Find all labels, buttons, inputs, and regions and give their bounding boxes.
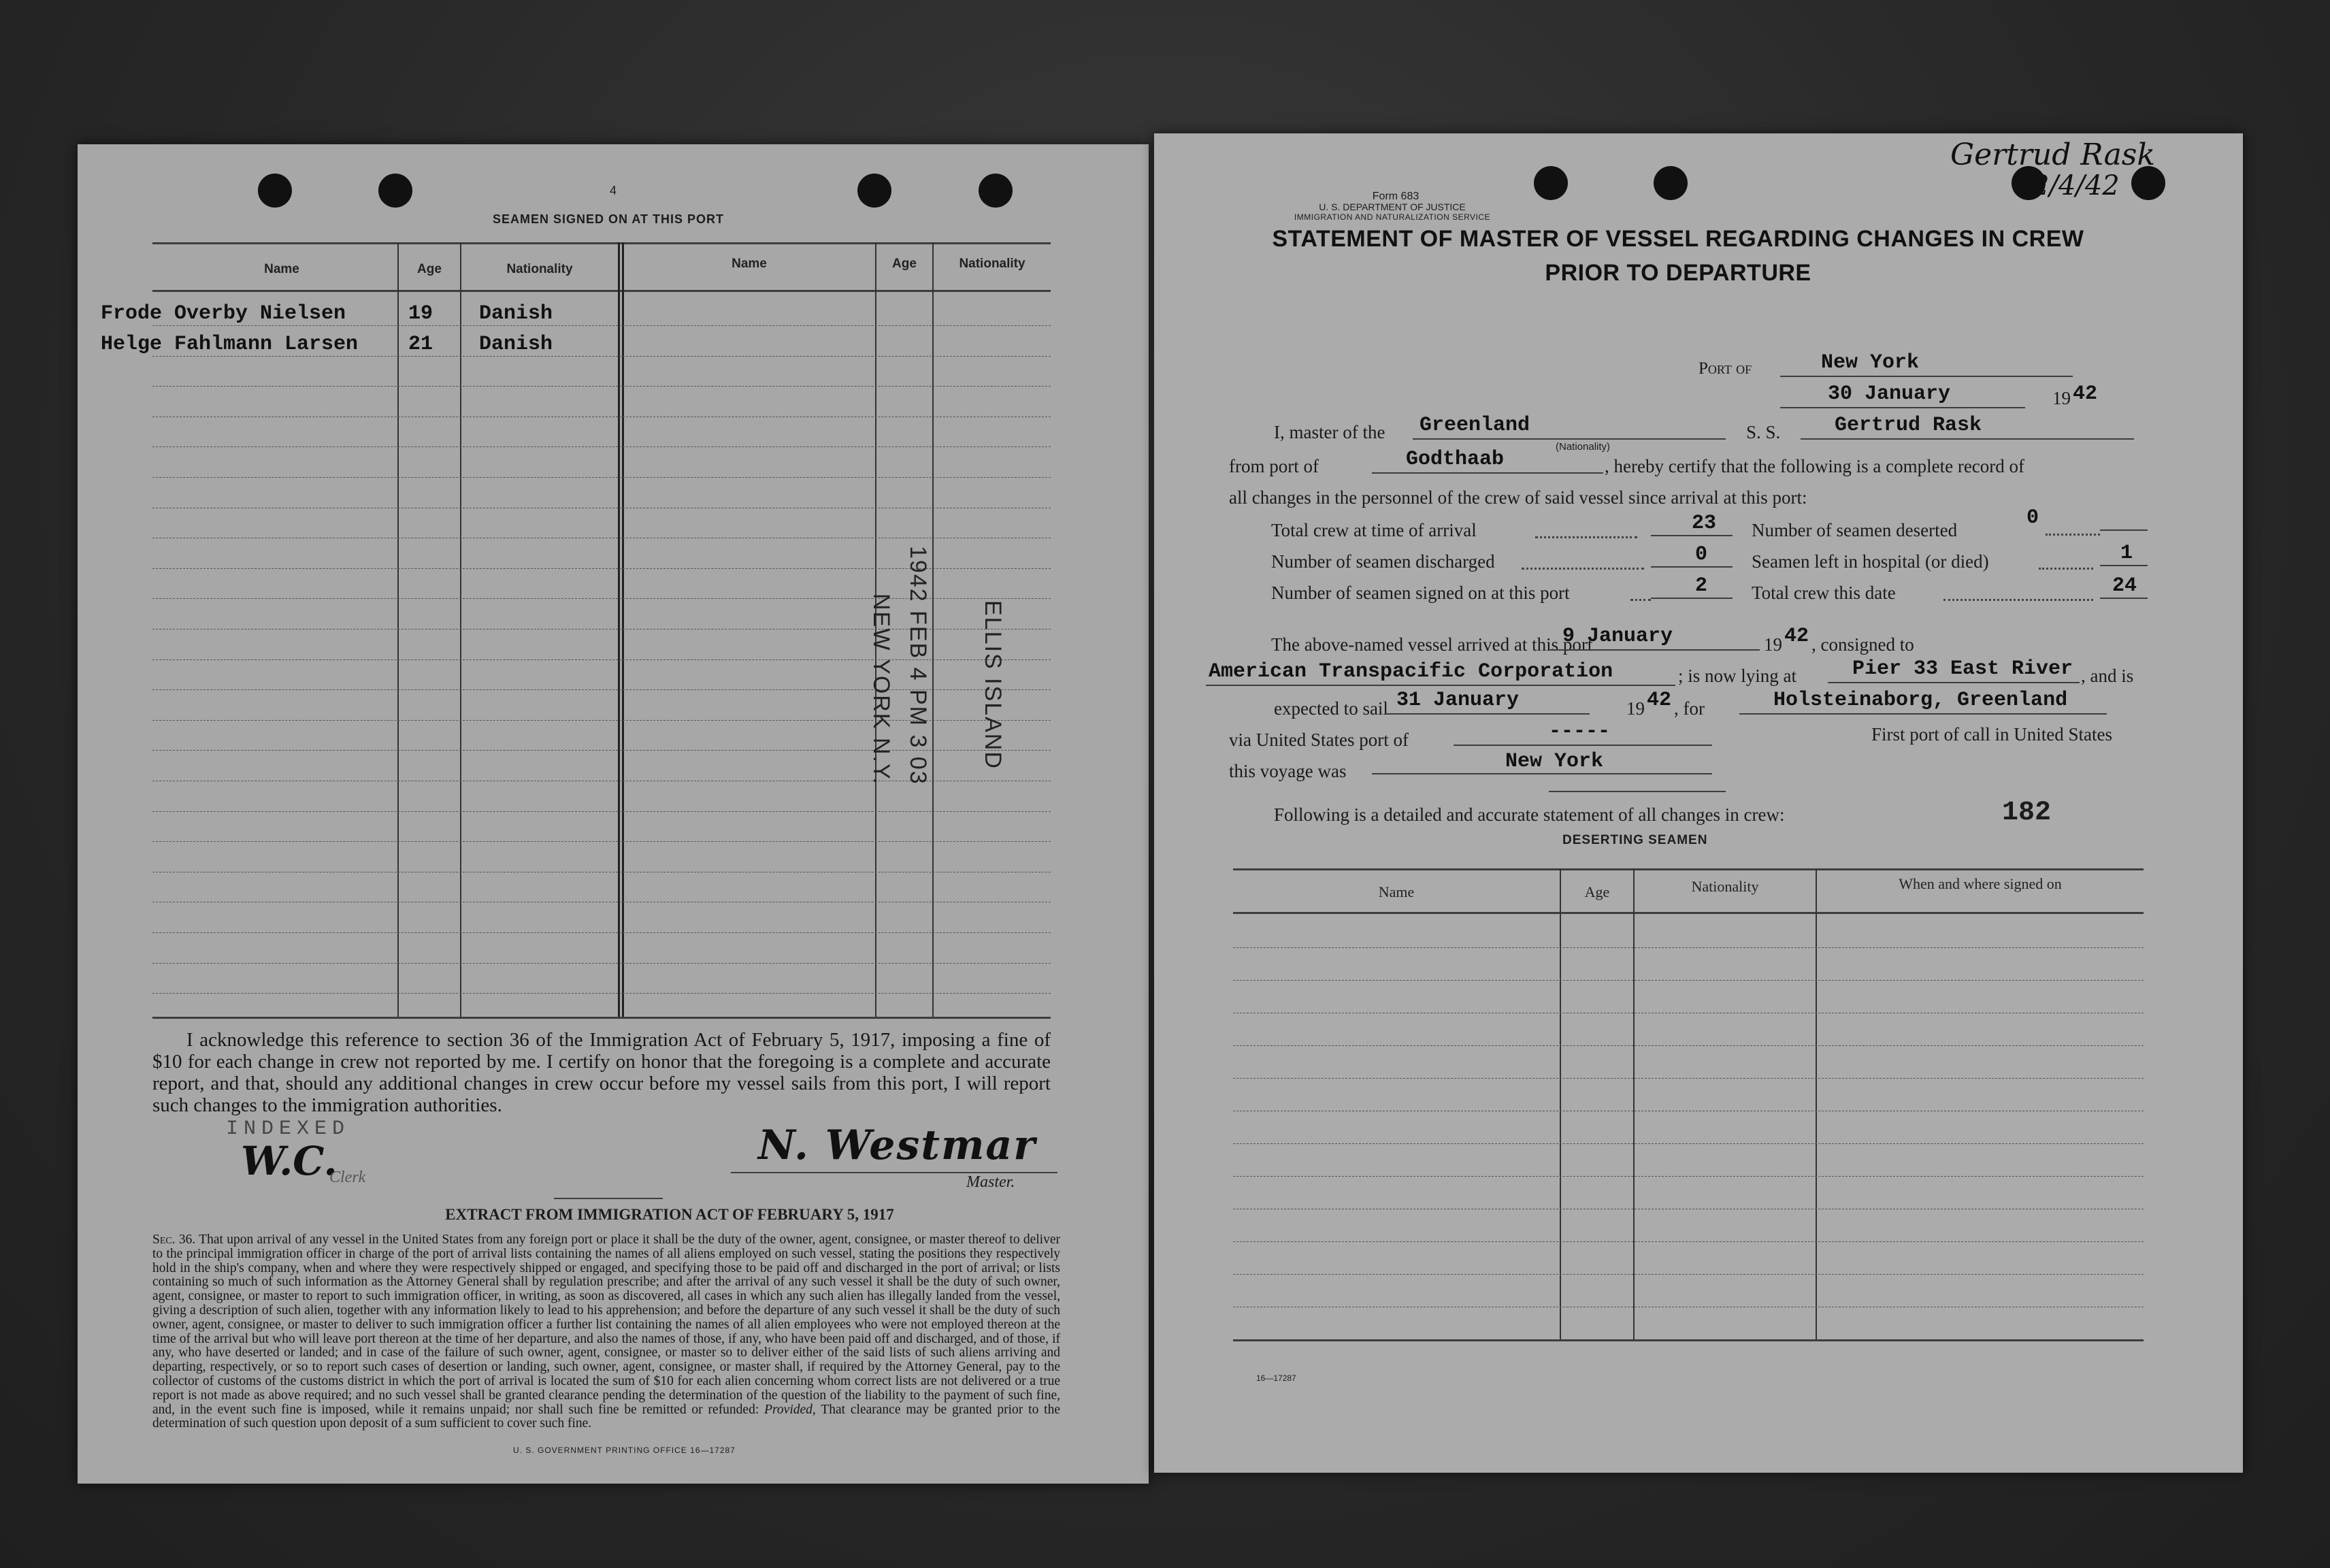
certify-text: , hereby certify that the following is a complete record of [1605,456,2025,476]
row-rule [152,963,1051,964]
row-rule [1233,947,2144,948]
deserting-header-rule [1233,912,2144,914]
nationality-caption: (Nationality) [1556,441,1611,453]
col-name-left: Name [264,262,299,276]
stat-right-value: 24 [2112,574,2137,598]
all-changes-text: all changes in the personnel of the crew of said vessel since arrival at this port: [1229,487,1807,508]
col-age-left: Age [417,262,442,276]
column-divider [622,242,624,1017]
stat-right-label: Number of seamen deserted [1752,520,1958,540]
punch-hole [258,174,292,208]
crew-age: 19 [408,302,433,325]
row-rule [152,477,1051,478]
case-number: 182 [2002,798,2052,828]
footer-code: 16—17287 [1256,1373,1296,1383]
column-divider [618,242,620,1017]
deserting-col-age: Age [1584,883,1610,900]
lying-value: Pier 33 East River [1852,657,2073,681]
port-label: Port of [1699,359,1752,378]
arrived-label: The above-named vessel arrived at this port [1271,634,1593,655]
stat-rule [2100,529,2148,531]
row-rule [152,386,1051,387]
first-port-rule [1372,773,1712,774]
stat-right-value: 0 [2027,506,2039,529]
date-rule [1780,407,2025,408]
corner-note-date: 2/4/42 [2032,170,2120,201]
clerk-label: Clerk [329,1169,366,1186]
stat-rule [2100,598,2148,599]
master-of-the-label: I, master of the [1274,422,1385,442]
via-label: via United States port of [1229,730,1409,750]
from-port-label: from port of [1229,456,1319,476]
expected-label: expected to sail [1274,698,1388,719]
extract-body [152,1233,1060,1431]
short-rule [1549,791,1726,792]
stat-right-label: Total crew this date [1752,583,1896,603]
this-voyage-label: this voyage was [1229,761,1347,781]
dot-leader [2039,568,2093,570]
row-rule [1233,1078,2144,1079]
col-nationality-right: Nationality [959,257,1025,271]
left-page [78,144,1149,1484]
consigned-label: , consigned to [1811,634,1914,655]
right-page [1154,133,2243,1473]
row-rule [152,356,1051,357]
bleed-through [1848,297,2229,315]
crew-name: Helge Fahlmann Larsen [101,333,359,356]
deserting-top-rule [1233,868,2144,870]
via-rule [1454,745,1712,746]
row-rule [1233,980,2144,981]
column-divider [397,242,399,1017]
row-rule [1233,1176,2144,1177]
deserting-divider [1816,868,1817,1339]
and-is-label: , and is [2081,666,2134,686]
from-port-value: Godthaab [1406,448,1505,471]
acknowledgement-text: I acknowledge this reference to section 36 of the Immigration Act of February 5, 1917, imposing a fine of $10 for each change in crew not reported by me. I certify on honor that the foregoing is a complete and accurate report, and that, should any additional changes in crew occur before my vessel sails from this port, I will report such changes to the immigration authorities. [152,1029,1051,1116]
col-age-right: Age [892,257,917,271]
stat-rule [1651,566,1733,568]
extract-tail: That clearance may be granted prior to the determination of such question upon deposit of a sum sufficient to cover such fine. [152,1402,1061,1431]
column-divider [932,242,934,1017]
row-rule [152,841,1051,842]
extract-provided: Provided, [764,1402,816,1417]
from-port-rule [1372,472,1603,474]
service: IMMIGRATION AND NATURALIZATION SERVICE [1294,212,1491,222]
arrived-rule [1549,649,1760,651]
date-value: 30 January [1828,382,1951,406]
arrived-value: 9 January [1562,625,1673,648]
column-divider [460,242,461,1017]
first-port-value: New York [1505,750,1604,773]
punch-hole [1534,166,1568,200]
row-rule [1233,1143,2144,1144]
master-label: Master. [966,1173,1015,1191]
destination-value: Holsteinaborg, Greenland [1773,689,2068,712]
department: U. S. DEPARTMENT OF JUSTICE [1319,201,1466,212]
expected-value: 31 January [1396,689,1520,712]
stat-right-value: 1 [2120,542,2133,565]
expected-rule [1385,713,1590,715]
punch-hole [1654,166,1688,200]
dot-leader [1535,536,1637,538]
dot-leader [2046,534,2100,536]
clerk-initials: W.C. [241,1138,338,1184]
destination-rule [1739,713,2107,715]
stat-label: Total crew at time of arrival [1271,520,1477,540]
dot-leader [1522,568,1644,570]
stat-right-label: Seamen left in hospital (or died) [1752,551,1989,572]
row-rule [152,416,1051,417]
vessel-value: Gertrud Rask [1835,414,1982,437]
year-prefix: 19 [2052,388,2071,408]
table-title: SEAMEN SIGNED ON AT THIS PORT [492,212,725,226]
crew-nationality: Danish [479,333,553,356]
extract-text: That upon arrival of any vessel in the United States from any foreign port or place it shall be the duty of the owner, agent, consignee, or master thereof to deliver to the principal immigration officer in charge of the port of arrival lists containing the names of all aliens employed on such vessel, stating the positions they respectively hold in the ship's company, when and where they were respectively shipped or engaged, and specifying those to be paid off and discharged in the port of arrival; or lists containing so much of such information as the Attorney General shall by regulation prescribe; and after the arrival of any such vessel it shall be the duty of such owner, agent, consignee, or master to report to such immigration officer, in writing, as soon as discovered, all cases in which any such alien has illegally landed from the vessel, giving a description of such alien, together with any information likely to lead to his apprehension; and before the departure of any such vessel it shall be the duty of such owner, agent, consignee, or master to deliver to such immigration officer a further list containing the names of all alien employees who were not employed thereon at the time of the arrival but who will leave port thereon at the time of her departure, and also the names of those, if any, who have been paid off and discharged, and of those, if any, who have deserted or landed; and in case of the failure of such owner, agent, consignee, or master so to deliver either of the said lists of such aliens arriving and departing, respectively, or so to report such cases of desertion or landing, such owner, agent, consignee, or master shall, if required by the Attorney General, pay to the collector of customs of the customs district in which the port of arrival is located the sum of $10 for each alien concerning whom correct lists are not delivered or a true report is not made as above required; and no such vessel shall be granted clearance pending the determination of the question of the liability to the payment of such fine, and, in the event such fine is imposed, while it remains unpaid; nor shall such fine be remitted or refunded: [152,1232,1060,1417]
port-value: New York [1821,351,1920,374]
form-title-line2: PRIOR TO DEPARTURE [1545,260,1811,286]
arrived-year-prefix: 19 [1764,634,1782,655]
row-rule [152,993,1051,994]
page-number: 4 [610,184,618,197]
nationality-rule [1413,438,1726,440]
stat-rule [1651,598,1733,599]
vessel-rule [1801,438,2134,440]
punch-hole [979,174,1013,208]
first-port-label: First port of call in United States [1871,724,2112,745]
row-rule [1233,1045,2144,1046]
expected-year-prefix: 19 [1626,698,1645,719]
table-top-rule [152,242,1051,244]
row-rule [1233,1241,2144,1242]
extract-rule [554,1198,663,1199]
arrived-year: 42 [1784,625,1809,648]
form-number: Form 683 [1372,191,1420,202]
deserting-col-name: Name [1378,883,1415,900]
table-header-rule [152,290,1051,292]
consignee-rule [1206,685,1675,686]
stamp-ellis-island: ELLIS ISLAND [980,600,1006,770]
stat-rule [2100,565,2148,566]
lying-label: ; is now lying at [1678,666,1796,686]
printing-office: U. S. GOVERNMENT PRINTING OFFICE 16—17287 [513,1446,736,1455]
col-nationality-left: Nationality [506,262,573,276]
crew-name: Frode Overby Nielsen [101,302,346,325]
via-value: ----- [1549,720,1611,743]
row-rule [152,446,1051,447]
ss-label: S. S. [1746,422,1781,442]
crew-nationality: Danish [479,302,553,325]
row-rule [152,811,1051,812]
crew-age: 21 [408,333,433,356]
year-value: 42 [2073,382,2098,406]
deserting-col-nationality: Nationality [1691,878,1759,895]
indexed-stamp: INDEXED [226,1117,350,1141]
stat-label: Number of seamen signed on at this port [1271,583,1570,603]
corner-note-vessel: Gertrud Rask [1950,137,2156,172]
punch-hole [857,174,891,208]
row-rule [1233,1274,2144,1275]
punch-hole [378,174,412,208]
form-title-line1: STATEMENT OF MASTER OF VESSEL REGARDING CHANGES IN CREW [1272,226,2084,252]
expected-year: 42 [1647,689,1672,712]
table-bottom-rule [152,1017,1051,1019]
stamp-date: 1942 FEB 4 PM 3 03 [905,546,931,785]
extract-title: EXTRACT FROM IMMIGRATION ACT OF FEBRUARY 5, 1917 [445,1206,894,1223]
extract-section: Sec. 36. [152,1232,196,1247]
nationality-value: Greenland [1420,414,1530,437]
stat-value: 2 [1695,574,1708,598]
stat-value: 0 [1695,543,1708,566]
row-rule [152,325,1051,326]
port-rule [1780,376,2073,377]
deserting-col-signed-on: When and where signed on [1899,875,2062,892]
deserting-divider [1633,868,1635,1339]
master-signature: N. Westmar [758,1122,1036,1169]
stamp-new-york: NEW YORK N.Y. [868,593,894,785]
for-label: , for [1674,698,1705,719]
stat-rule [1651,535,1733,536]
following-text: Following is a detailed and accurate statement of all changes in crew: [1274,804,1785,825]
deserting-bottom-rule [1233,1339,2144,1341]
col-name-right: Name [732,257,767,271]
consignee-value: American Transpacific Corporation [1209,660,1613,683]
stat-value: 23 [1692,512,1717,535]
dot-leader [1943,599,2093,601]
row-rule [152,932,1051,933]
dot-leader [1630,599,1651,601]
deserting-title: DESERTING SEAMEN [1562,833,1708,847]
lying-rule [1828,682,2080,683]
stat-label: Number of seamen discharged [1271,551,1495,572]
deserting-divider [1560,868,1561,1339]
